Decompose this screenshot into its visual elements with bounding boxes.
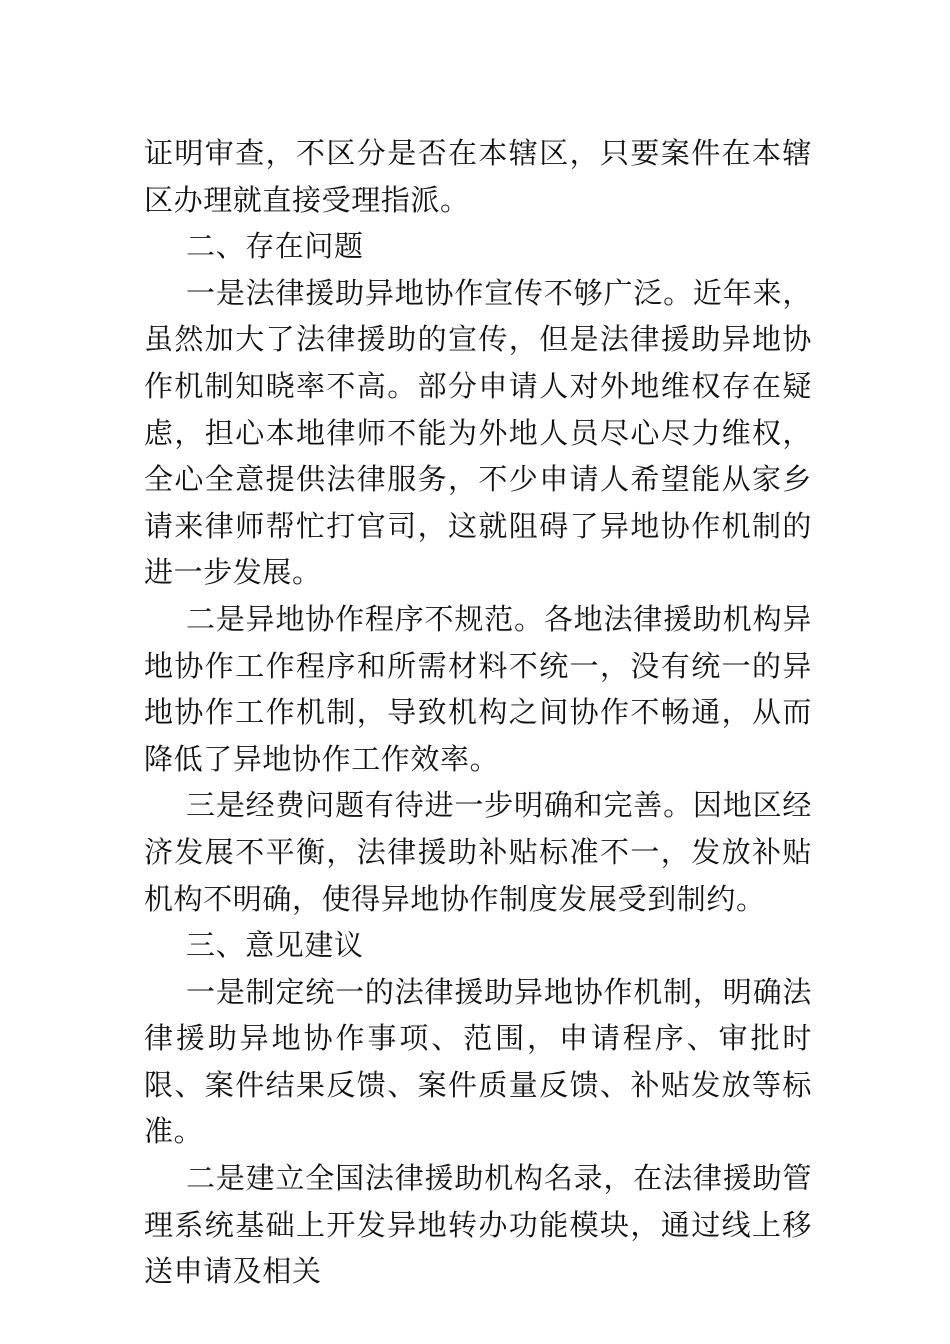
paragraph-suggestion-directory: 二是建立全国法律援助机构名录，在法律援助管理系统基础上开发异地转办功能模块，通过线上移送申请及相关 [144,1161,812,1289]
paragraph-suggestion-mechanism: 一是制定统一的法律援助异地协作机制，明确法律援助异地协作事项、范围，申请程序、审批时限、案件结果反馈、案件质量反馈、补贴发放等标准。 [144,974,812,1149]
paragraph-problem-funding: 三是经费问题有待进一步明确和完善。因地区经济发展不平衡，法律援助补贴标准不一，发放补贴机构不明确，使得异地协作制度发展受到制约。 [144,788,812,916]
paragraph-problem-publicity: 一是法律援助异地协作宣传不够广泛。近年来，虽然加大了法律援助的宣传，但是法律援助异地协作机制知晓率不高。部分申请人对外地维权存在疑虑，担心本地律师不能为外地人员尽心尽力维权，全心全意提供法律服务，不少申请人希望能从家乡请来律师帮忙打官司，这就阻碍了异地协作机制的进一步发展。 [144,275,812,590]
paragraph-continuation: 证明审查，不区分是否在本辖区，只要案件在本辖区办理就直接受理指派。 [144,136,812,217]
section-heading-problems: 二、存在问题 [186,229,364,264]
paragraph-problem-procedure: 二是异地协作程序不规范。各地法律援助机构异地协作工作程序和所需材料不统一，没有统一的异地协作工作机制，导致机构之间协作不畅通，从而降低了异地协作工作效率。 [144,601,812,776]
document-body [144,130,812,1295]
section-heading-suggestions: 三、意见建议 [186,928,364,963]
